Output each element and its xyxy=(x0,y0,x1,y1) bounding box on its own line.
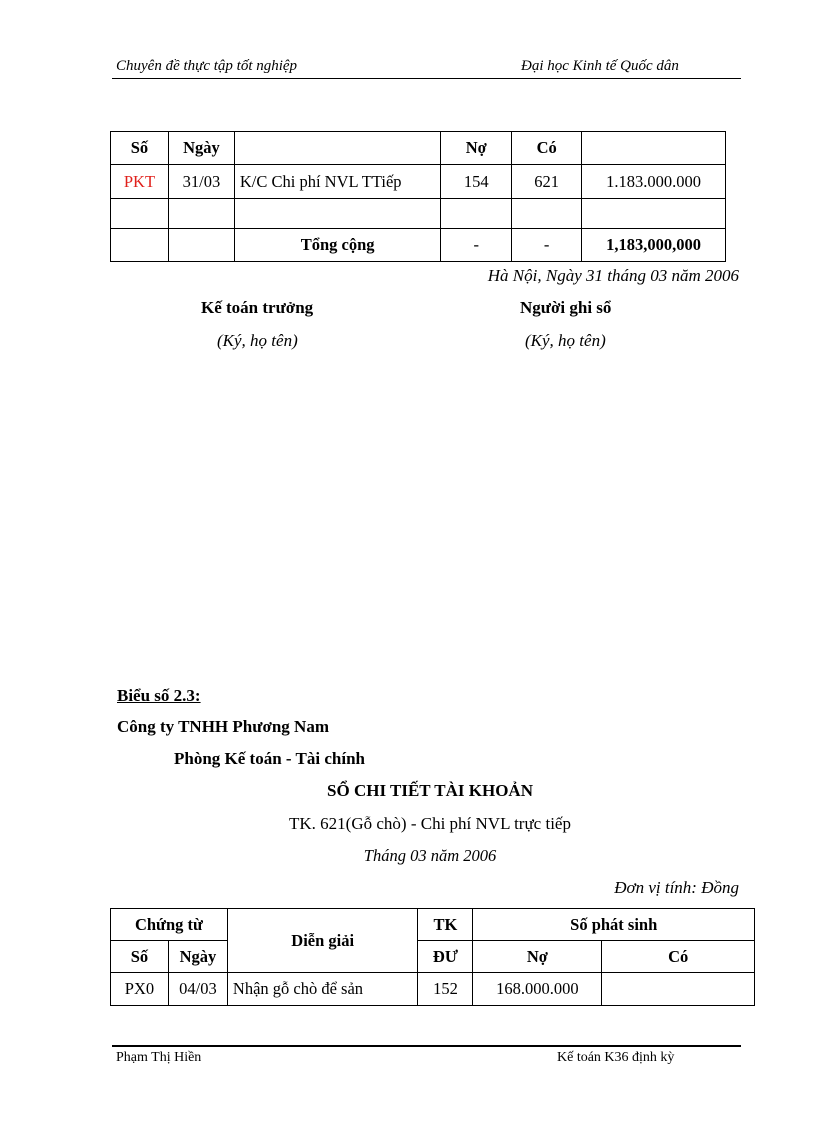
ledger-title: SỔ CHI TIẾT TÀI KHOẢN xyxy=(327,781,533,800)
ledger-table xyxy=(110,908,755,1006)
col-header-ngay: Ngày xyxy=(168,941,227,973)
footer-right: Kế toán K36 định kỳ xyxy=(557,1050,675,1065)
total-co: - xyxy=(512,229,582,262)
table-header-row xyxy=(111,132,726,165)
cell-so: PX0 xyxy=(111,973,169,1006)
cell-empty xyxy=(111,199,169,229)
col-header-no: Nợ xyxy=(441,132,512,165)
unit-label: Đơn vị tính: Đồng xyxy=(614,878,739,897)
cell-empty xyxy=(168,229,234,262)
col-header-du: ĐƯ xyxy=(418,941,473,973)
cell-empty xyxy=(582,199,726,229)
table-header-row xyxy=(111,941,755,973)
col-header-empty xyxy=(234,132,440,165)
table-header-row xyxy=(111,909,755,941)
signature-right-title: Người ghi sổ xyxy=(520,298,612,317)
header-left: Chuyên đề thực tập tốt nghiệp xyxy=(116,58,298,74)
total-amount: 1,183,000,000 xyxy=(582,229,726,262)
section-label: Biểu số 2.3: xyxy=(117,686,201,705)
col-header-dien-giai: Diễn giải xyxy=(227,909,418,973)
journal-table xyxy=(110,131,726,262)
total-row xyxy=(111,229,726,262)
signature-left-title: Kế toán trưởng xyxy=(201,298,314,317)
cell-ngay: 04/03 xyxy=(168,973,227,1006)
ledger-subtitle: TK. 621(Gỗ chò) - Chi phí NVL trực tiếp xyxy=(289,814,571,833)
signature-left-note: (Ký, họ tên) xyxy=(217,331,298,350)
col-header-no: Nợ xyxy=(473,941,602,973)
cell-empty xyxy=(111,229,169,262)
footer-left: Phạm Thị Hiền xyxy=(116,1050,202,1065)
total-label: Tổng cộng xyxy=(234,229,440,262)
cell-so: PKT xyxy=(111,165,169,199)
cell-co: 621 xyxy=(512,165,582,199)
header-right: Đại học Kinh tế Quốc dân xyxy=(521,58,679,74)
cell-no: 168.000.000 xyxy=(473,973,602,1006)
col-header-so: Số xyxy=(111,941,169,973)
cell-tk-du: 152 xyxy=(418,973,473,1006)
col-header-chung-tu: Chứng từ xyxy=(111,909,228,941)
signature-right-note: (Ký, họ tên) xyxy=(525,331,606,350)
cell-empty xyxy=(512,199,582,229)
header-divider xyxy=(112,78,741,79)
footer-divider xyxy=(112,1045,741,1047)
total-no: - xyxy=(441,229,512,262)
col-header-tk: TK xyxy=(418,909,473,941)
col-header-ngay: Ngày xyxy=(168,132,234,165)
table-row xyxy=(111,199,726,229)
col-header-so: Số xyxy=(111,132,169,165)
table-row xyxy=(111,973,755,1006)
col-header-so-phat-sinh: Số phát sinh xyxy=(473,909,755,941)
date-line: Hà Nội, Ngày 31 tháng 03 năm 2006 xyxy=(487,266,739,285)
cell-empty xyxy=(441,199,512,229)
cell-dien-giai: Nhận gỗ chò để sản xyxy=(227,973,418,1006)
col-header-co: Có xyxy=(602,941,755,973)
col-header-co: Có xyxy=(512,132,582,165)
company-name: Công ty TNHH Phương Nam xyxy=(117,717,329,736)
department-name: Phòng Kế toán - Tài chính xyxy=(174,749,365,768)
table-row xyxy=(111,165,726,199)
cell-empty xyxy=(168,199,234,229)
cell-no: 154 xyxy=(441,165,512,199)
cell-co xyxy=(602,973,755,1006)
cell-dien-giai: K/C Chi phí NVL TTiếp xyxy=(234,165,440,199)
ledger-period: Tháng 03 năm 2006 xyxy=(363,846,497,865)
cell-amount: 1.183.000.000 xyxy=(582,165,726,199)
col-header-empty xyxy=(582,132,726,165)
cell-empty xyxy=(234,199,440,229)
cell-ngay: 31/03 xyxy=(168,165,234,199)
